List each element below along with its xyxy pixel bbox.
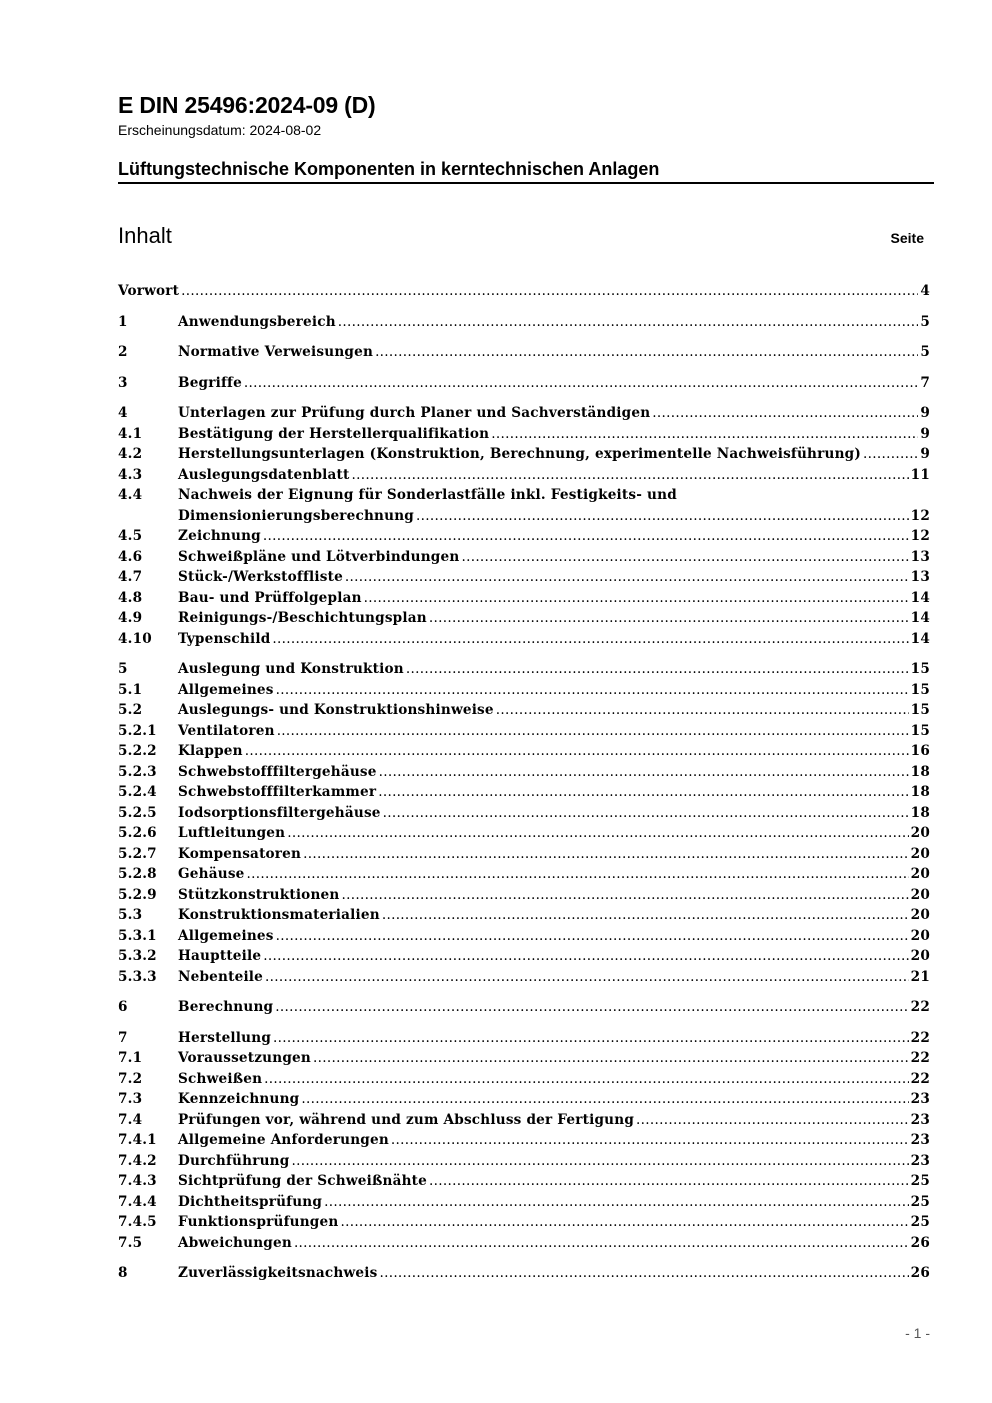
toc-entry-title: Auslegungs- und Konstruktionshinweise <box>178 702 494 718</box>
toc-entry-title: Abweichungen <box>178 1234 292 1251</box>
toc-entry-page: 23 <box>910 1152 930 1169</box>
toc-entry[interactable] <box>118 782 930 803</box>
toc-entry-page: 20 <box>910 866 930 882</box>
toc-entry[interactable] <box>118 485 930 526</box>
toc-entry-number: 4.4 <box>118 487 143 503</box>
toc-entry-number: 5.2.1 <box>118 722 157 739</box>
toc-leader-dots <box>313 1048 909 1069</box>
toc-entry-number: 6 <box>118 999 128 1015</box>
toc-entry-title: Anwendungsbereich <box>178 313 336 330</box>
toc-entry-page: 11 <box>910 466 930 483</box>
toc-entry-title: Dichtheitsprüfung <box>178 1193 323 1210</box>
toc-entry-number: 7.1 <box>118 1050 143 1066</box>
toc-entry[interactable] <box>118 844 930 865</box>
toc-leader-dots <box>245 741 909 762</box>
toc-entry[interactable] <box>118 342 930 363</box>
toc-entry-title: Schwebstofffiltergehäuse <box>178 763 377 780</box>
toc-entry-page: 21 <box>910 968 930 985</box>
toc-leader-dots <box>491 424 918 445</box>
toc-entry[interactable] <box>118 659 930 680</box>
toc-entry-number: 5.2.2 <box>118 743 157 759</box>
toc-leader-dots <box>406 659 909 680</box>
toc-entry-number: 4.2 <box>118 446 143 462</box>
toc-entry-title: Klappen <box>178 743 243 759</box>
toc-leader-dots <box>294 1233 909 1254</box>
toc-entry-page: 13 <box>910 548 930 565</box>
toc-entry[interactable] <box>118 1171 930 1192</box>
toc-entry[interactable] <box>118 1192 930 1213</box>
toc-leader-dots <box>264 1069 909 1090</box>
toc-entry[interactable] <box>118 864 930 885</box>
toc-entry[interactable] <box>118 1212 930 1233</box>
toc-leader-dots <box>265 967 909 988</box>
toc-leader-dots <box>340 1212 908 1233</box>
toc-entry-number: 5.2.9 <box>118 886 157 903</box>
toc-entry-title: Herstellungsunterlagen (Konstruktion, Berechnung, experimentelle Nachweisführung) <box>178 446 861 462</box>
toc-entry-page: 4 <box>920 283 930 299</box>
toc-entry-title: Normative Verweisungen <box>178 344 374 360</box>
toc-entry-title: Schwebstofffilterkammer <box>178 784 377 800</box>
toc-leader-dots <box>379 762 909 783</box>
toc-entry[interactable] <box>118 823 930 844</box>
toc-entry-number: 3 <box>118 374 128 391</box>
toc-entry-page: 20 <box>910 825 930 841</box>
toc-entry-number: 5.3.2 <box>118 948 157 964</box>
toc-entry-number: 8 <box>118 1265 128 1281</box>
toc-leader-dots <box>263 526 909 547</box>
toc-entry[interactable] <box>118 700 930 721</box>
toc-entry-title: Gehäuse <box>178 866 245 882</box>
toc-entry-number: 7.2 <box>118 1070 143 1087</box>
toc-entry-page: 18 <box>910 763 930 780</box>
toc-entry[interactable] <box>118 721 930 742</box>
toc-entry-page: 15 <box>910 722 930 739</box>
toc-entry-title: Stützkonstruktionen <box>178 886 340 903</box>
toc-leader-dots <box>181 281 918 302</box>
toc-leader-dots <box>375 342 918 363</box>
toc-entry-number: 7.4.1 <box>118 1132 157 1148</box>
toc-entry-title: Zuverlässigkeitsnachweis <box>178 1265 378 1281</box>
toc-entry-title: Stück-/Werkstoffliste <box>178 569 343 585</box>
toc-entry[interactable] <box>118 1069 930 1090</box>
toc-entry[interactable] <box>118 1028 930 1049</box>
toc-leader-dots <box>378 782 908 803</box>
toc-entry[interactable] <box>118 567 930 588</box>
toc-entry[interactable] <box>118 762 930 783</box>
toc-leader-dots <box>275 997 908 1018</box>
toc-entry-title: Bestätigung der Herstellerqualifikation <box>178 425 490 442</box>
toc-entry-number: 4.5 <box>118 528 143 544</box>
toc-entry-number: 1 <box>118 313 128 330</box>
toc-entry[interactable] <box>118 1151 930 1172</box>
toc-entry-number: 4 <box>118 405 128 421</box>
toc-entry[interactable] <box>118 588 930 609</box>
toc-entry-number: 7.5 <box>118 1234 143 1251</box>
toc-entry-page: 14 <box>910 589 930 606</box>
toc-entry-page: 15 <box>910 702 930 718</box>
toc-entry-page: 7 <box>920 374 930 391</box>
toc-entry-number: 5.2.7 <box>118 845 157 862</box>
toc-entry-title: Berechnung <box>178 999 274 1015</box>
toc-entry[interactable] <box>118 885 930 906</box>
toc-leader-dots <box>416 506 909 527</box>
toc-entry-title: Nachweis der Eignung für Sonderlastfälle inkl. Festigkeits- und <box>178 487 677 503</box>
publication-date: Erscheinungsdatum: 2024-08-02 <box>118 122 322 138</box>
toc-entry-title: Unterlagen zur Prüfung durch Planer und Sachverständigen <box>178 405 651 421</box>
toc-entry-title: Voraussetzungen <box>178 1050 311 1066</box>
toc-entry-page: 9 <box>920 446 930 462</box>
toc-entry-page: 25 <box>910 1214 930 1230</box>
toc-entry-number: 7.4.5 <box>118 1214 157 1230</box>
toc-entry[interactable] <box>118 465 930 486</box>
toc-entry[interactable] <box>118 608 930 629</box>
toc-entry[interactable] <box>118 547 930 568</box>
toc-entry-page: 22 <box>910 1050 930 1066</box>
toc-entry[interactable] <box>118 373 930 394</box>
toc-entry-number: 5.1 <box>118 681 143 698</box>
title-divider <box>118 182 934 184</box>
toc-entry[interactable] <box>118 526 930 547</box>
toc-leader-dots <box>345 567 909 588</box>
toc-entry-title: Allgemeines <box>178 681 274 698</box>
toc-entry-number: 2 <box>118 344 128 360</box>
toc-entry-title: Hauptteile <box>178 948 262 964</box>
toc-entry-page: 9 <box>920 405 930 421</box>
toc-entry-title: Typenschild <box>178 630 271 647</box>
toc-entry-number: 7 <box>118 1029 128 1046</box>
toc-leader-dots <box>272 629 908 650</box>
toc-entry-number: 5 <box>118 661 128 677</box>
toc-leader-dots <box>496 700 909 721</box>
toc-entry-title: Vorwort <box>118 283 180 299</box>
toc-page-column-label: Seite <box>890 230 924 246</box>
toc-entry[interactable] <box>118 1110 930 1131</box>
toc-entry-title: Auslegung und Konstruktion <box>178 661 404 677</box>
toc-entry-title: Allgemeine Anforderungen <box>178 1132 389 1148</box>
toc-entry-title: Nebenteile <box>178 968 264 985</box>
toc-leader-dots <box>303 844 909 865</box>
toc-leader-dots <box>382 905 909 926</box>
toc-entry-number: 5.2.8 <box>118 866 157 882</box>
toc-entry-page: 22 <box>910 1029 930 1046</box>
toc-entry-number: 5.2.5 <box>118 804 157 821</box>
toc-leader-dots <box>652 403 918 424</box>
toc-leader-dots <box>301 1089 908 1110</box>
toc-entry-number: 4.1 <box>118 425 143 442</box>
toc-entry-page: 20 <box>910 886 930 903</box>
toc-entry[interactable] <box>118 424 930 445</box>
toc-leader-dots <box>324 1192 909 1213</box>
toc-entry-page: 20 <box>910 907 930 923</box>
toc-entry-page: 20 <box>910 948 930 964</box>
toc-entry-title: Iodsorptionsfiltergehäuse <box>178 804 381 821</box>
toc-leader-dots <box>263 946 908 967</box>
document-id: E DIN 25496:2024-09 (D) <box>118 92 376 118</box>
toc-leader-dots <box>276 680 909 701</box>
toc-entry-title: Schweißpläne und Lötverbindungen <box>178 548 460 565</box>
toc-entry-page: 22 <box>910 999 930 1015</box>
toc-entry-page: 15 <box>910 661 930 677</box>
toc-heading: Inhalt <box>118 223 172 248</box>
toc-entry-page: 15 <box>910 681 930 698</box>
toc-leader-dots <box>341 885 908 906</box>
toc-entry[interactable] <box>118 905 930 926</box>
toc-entry-number: 4.9 <box>118 610 143 626</box>
toc-entry-title: Begriffe <box>178 374 242 391</box>
toc-entry[interactable] <box>118 1048 930 1069</box>
toc-entry-page: 23 <box>910 1132 930 1148</box>
toc-entry-page: 23 <box>910 1091 930 1107</box>
toc-leader-dots <box>352 465 909 486</box>
toc-entry-number: 7.3 <box>118 1091 143 1107</box>
toc-entry-page: 23 <box>910 1111 930 1128</box>
toc-leader-dots <box>379 1263 908 1284</box>
toc-entry-page: 20 <box>910 845 930 862</box>
toc-entry-title: Zeichnung <box>178 528 261 544</box>
toc-entry-page: 18 <box>910 804 930 821</box>
toc-entry-number: 7.4 <box>118 1111 143 1128</box>
toc-entry-number: 5.3.3 <box>118 968 157 985</box>
toc-entry[interactable] <box>118 741 930 762</box>
toc-leader-dots <box>863 444 918 465</box>
toc-leader-dots <box>276 926 909 947</box>
toc-entry[interactable] <box>118 403 930 424</box>
toc-entry[interactable] <box>118 1263 930 1284</box>
toc-entry-number: 7.4.3 <box>118 1173 157 1189</box>
toc-entry-title: Kompensatoren <box>178 845 302 862</box>
toc-leader-dots <box>247 864 909 885</box>
toc-entry-page: 14 <box>910 630 930 647</box>
toc-leader-dots <box>383 803 909 824</box>
toc-entry-page: 22 <box>910 1070 930 1087</box>
toc-entry[interactable] <box>118 281 930 302</box>
toc-entry-page: 9 <box>920 425 930 442</box>
toc-entry-page: 18 <box>910 784 930 800</box>
toc-entry[interactable] <box>118 803 930 824</box>
toc-leader-dots <box>429 608 909 629</box>
toc-entry-number: 5.2.6 <box>118 825 157 841</box>
toc-entry-number: 7.4.4 <box>118 1193 157 1210</box>
toc-entry-page: 25 <box>910 1193 930 1210</box>
toc-entry-number: 4.7 <box>118 569 143 585</box>
toc-leader-dots <box>277 721 909 742</box>
toc-entry-number: 4.3 <box>118 466 143 483</box>
toc-entry-number: 5.2 <box>118 702 143 718</box>
toc-leader-dots <box>364 588 909 609</box>
toc-entry[interactable] <box>118 312 930 333</box>
toc-entry-title: Konstruktionsmaterialien <box>178 907 380 923</box>
toc-entry-page: 20 <box>910 927 930 944</box>
toc-leader-dots <box>461 547 908 568</box>
toc-entry-title: Auslegungsdatenblatt <box>178 466 350 483</box>
toc-entry-title: Prüfungen vor, während und zum Abschluss der Fertigung <box>178 1111 635 1128</box>
toc-leader-dots <box>391 1130 909 1151</box>
toc-entry-title: Durchführung <box>178 1152 290 1169</box>
table-of-contents <box>118 281 930 1284</box>
toc-entry[interactable] <box>118 444 930 465</box>
toc-entry[interactable] <box>118 1130 930 1151</box>
toc-entry-number: 4.8 <box>118 589 143 606</box>
toc-entry-number: 5.2.4 <box>118 784 157 800</box>
toc-entry-number: 4.6 <box>118 548 143 565</box>
toc-entry[interactable] <box>118 946 930 967</box>
toc-entry-title: Luftleitungen <box>178 825 286 841</box>
toc-leader-dots <box>429 1171 909 1192</box>
toc-entry-page: 5 <box>920 344 930 360</box>
toc-entry-title: Allgemeines <box>178 927 274 944</box>
page-number: - 1 - <box>905 1325 930 1341</box>
toc-entry-title: Ventilatoren <box>178 722 275 739</box>
toc-entry[interactable] <box>118 926 930 947</box>
toc-entry-number: 5.3.1 <box>118 927 157 944</box>
toc-entry-title: Bau- und Prüffolgeplan <box>178 589 362 606</box>
toc-leader-dots <box>287 823 908 844</box>
toc-entry-title: Reinigungs-/Beschichtungsplan <box>178 610 427 626</box>
toc-leader-dots <box>636 1110 909 1131</box>
toc-entry[interactable] <box>118 680 930 701</box>
toc-leader-dots <box>273 1028 909 1049</box>
toc-entry-number: 4.10 <box>118 630 152 647</box>
toc-entry-title: Sichtprüfung der Schweißnähte <box>178 1173 427 1189</box>
toc-entry-page: 26 <box>910 1234 930 1251</box>
toc-entry-page: 13 <box>910 569 930 585</box>
toc-entry-number: 7.4.2 <box>118 1152 157 1169</box>
toc-entry-page: 14 <box>910 610 930 626</box>
toc-entry[interactable] <box>118 1089 930 1110</box>
toc-entry-title-continued: Dimensionierungsberechnung <box>178 507 415 524</box>
toc-leader-dots <box>244 373 918 394</box>
toc-leader-dots <box>338 312 919 333</box>
toc-entry-page: 16 <box>910 743 930 759</box>
toc-entry-page: 26 <box>910 1265 930 1281</box>
toc-entry[interactable] <box>118 997 930 1018</box>
toc-entry-page: 5 <box>920 313 930 330</box>
toc-entry-number: 5.2.3 <box>118 763 157 780</box>
toc-leader-dots <box>291 1151 908 1172</box>
toc-entry-page: 12 <box>910 528 930 544</box>
toc-entry-page: 25 <box>910 1173 930 1189</box>
toc-entry-number: 5.3 <box>118 907 143 923</box>
toc-entry-title: Funktionsprüfungen <box>178 1214 339 1230</box>
toc-entry-page: 12 <box>910 507 930 524</box>
document-title: Lüftungstechnische Komponenten in kerntechnischen Anlagen <box>118 159 660 179</box>
toc-entry-title: Kennzeichnung <box>178 1091 300 1107</box>
toc-entry[interactable] <box>118 967 930 988</box>
toc-entry[interactable] <box>118 1233 930 1254</box>
toc-entry-title: Herstellung <box>178 1029 272 1046</box>
toc-entry-title: Schweißen <box>178 1070 263 1087</box>
toc-entry[interactable] <box>118 629 930 650</box>
